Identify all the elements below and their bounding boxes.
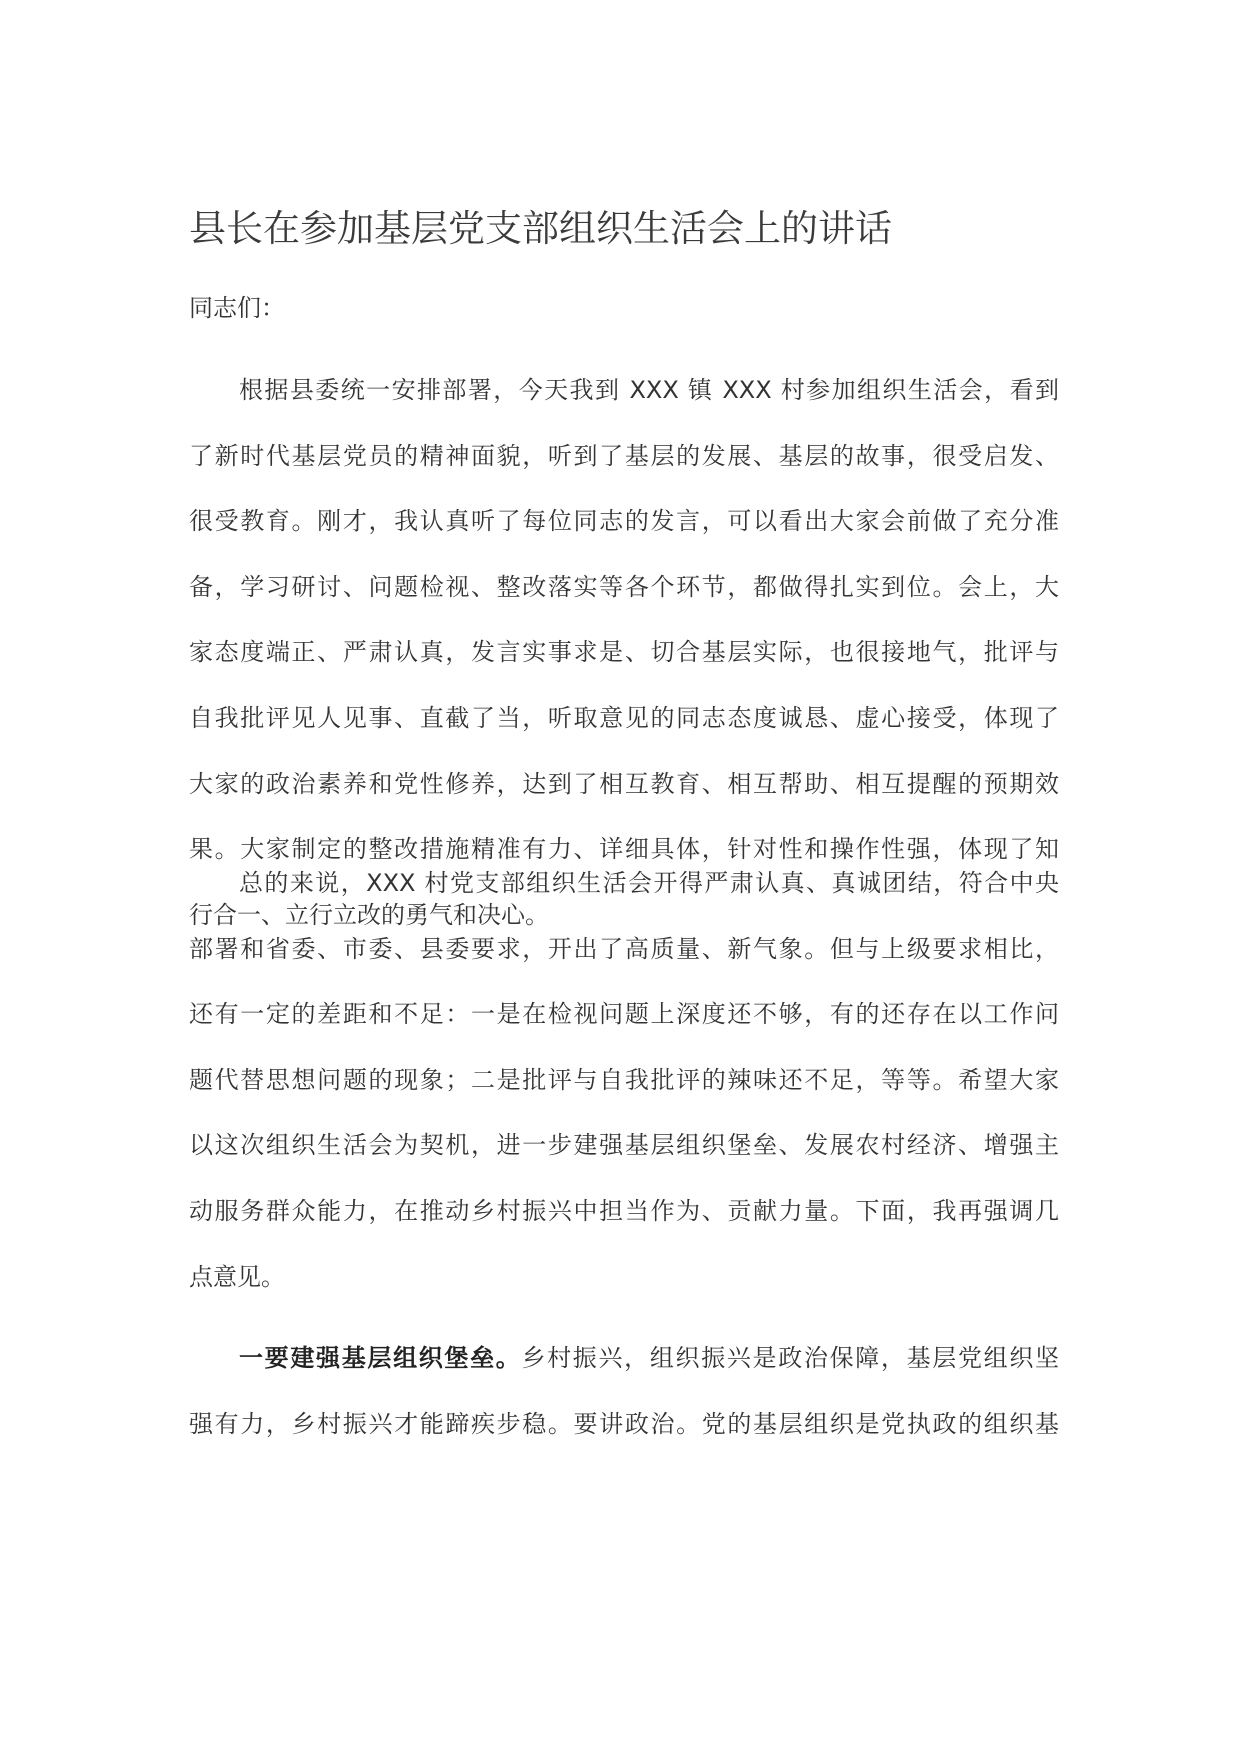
- paragraph-3: [189, 1326, 1059, 1457]
- text-line: 部署和省委、市委、县委要求，开出了高质量、新气象。但与上级要求相比，: [189, 934, 1059, 963]
- document-title: 县长在参加基层党支部组织生活会上的讲话: [189, 207, 892, 250]
- text-line: 大家的政治素养和党性修养，达到了相互教育、相互帮助、相互提醒的预期效: [189, 769, 1059, 798]
- text-line: 总的来说，XXX 村党支部组织生活会开得严肃认真、真诚团结，符合中央: [239, 869, 1059, 897]
- text-line: 很受教育。刚才，我认真听了每位同志的发言，可以看出大家会前做了充分准: [189, 507, 1059, 536]
- bold-heading: 一要建强基层组织堡垒。: [239, 1344, 522, 1372]
- text-run: 乡村振兴，组织振兴是政治保障，基层党组织坚: [521, 1344, 1059, 1372]
- text-line: 了新时代基层党员的精神面貌，听到了基层的发展、基层的故事，很受启发、: [189, 441, 1059, 470]
- text-line: [189, 1326, 1059, 1392]
- text-line: 自我批评见人见事、直截了当，听取意见的同志态度诚恳、虚心接受，体现了: [189, 703, 1059, 732]
- text-line: 题代替思想问题的现象；二是批评与自我批评的辣味还不足，等等。希望大家: [189, 1065, 1059, 1094]
- paragraph-2: [189, 851, 1059, 1310]
- text-line: 备，学习研讨、问题检视、整改落实等各个环节，都做得扎实到位。会上，大: [189, 572, 1059, 601]
- text-line: 还有一定的差距和不足：一是在检视问题上深度还不够，有的还存在以工作问: [189, 1000, 1059, 1029]
- text-line: 行合一、立行立改的勇气和决心。: [189, 900, 549, 929]
- text-line: 强有力，乡村振兴才能蹄疾步稳。要讲政治。党的基层组织是党执政的组织基: [189, 1409, 1059, 1438]
- text-line: 动服务群众能力，在推动乡村振兴中担当作为、贡献力量。下面，我再强调几: [189, 1196, 1059, 1225]
- text-line: 点意见。: [189, 1262, 285, 1291]
- text-line: 果。大家制定的整改措施精准有力、详细具体，针对性和操作性强，体现了知: [189, 835, 1059, 864]
- text-line: 家态度端正、严肃认真，发言实事求是、切合基层实际，也很接地气，批评与: [189, 638, 1059, 667]
- greeting: 同志们：: [189, 294, 285, 322]
- text-line: 根据县委统一安排部署，今天我到 XXX 镇 XXX 村参加组织生活会，看到: [239, 376, 1059, 404]
- text-line: 以这次组织生活会为契机，进一步建强基层组织堡垒、发展农村经济、增强主: [189, 1131, 1059, 1160]
